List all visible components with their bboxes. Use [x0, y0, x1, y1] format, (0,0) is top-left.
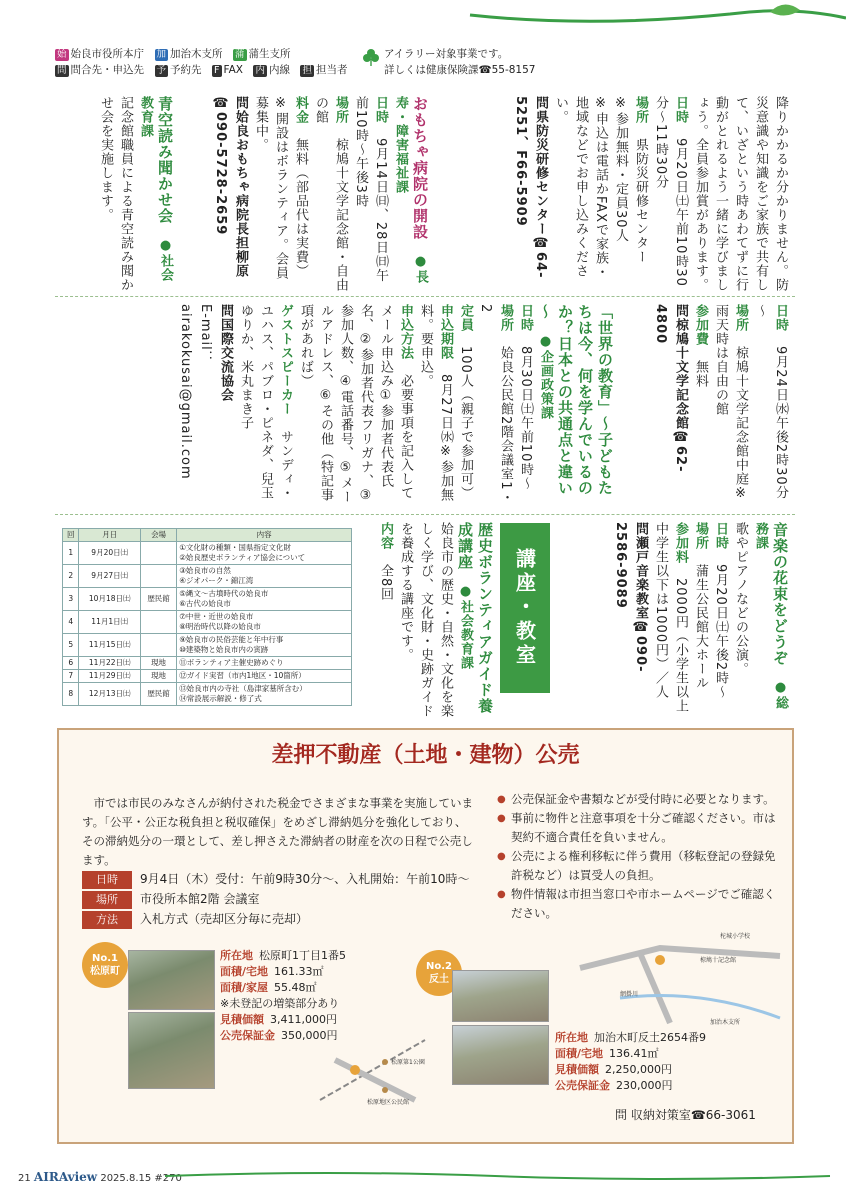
table-cell: ⑪ボランティア主催史跡めぐり: [177, 657, 352, 670]
article-title: 音楽の花束をどうぞ: [771, 522, 789, 666]
legend-key: 加: [156, 49, 167, 60]
table-cell: ⑬姶良市内の寺社（島津家墓所含む） ⑭常設展示解説・修了式: [177, 683, 352, 706]
airyline-text-1: アイラリー対象事業です。: [384, 48, 509, 60]
info-label: 見積価額: [555, 1063, 599, 1076]
place-label: 場所: [693, 522, 708, 550]
table-cell: 9月27日㈯: [79, 565, 140, 588]
property-2-photo-a: [452, 970, 549, 1022]
table-cell: 11月1日㈯: [79, 611, 140, 634]
content-label: 内容: [378, 522, 393, 550]
aozora-article: [55, 96, 175, 292]
map-label: 加治木支所: [710, 1019, 741, 1026]
info-value: 161.33㎡: [274, 965, 324, 978]
info-value: 136.41㎡: [609, 1047, 659, 1060]
info-value: 加治木町反土2654番9: [594, 1031, 706, 1044]
table-row: [63, 670, 352, 683]
museum-event: [620, 304, 790, 510]
legend-key: 始: [57, 49, 67, 60]
note: ※参加無料・定員30人: [613, 96, 628, 243]
table-cell: 10月18日㈯: [79, 588, 140, 611]
legend-text: 蒲生支所: [248, 48, 302, 60]
place-value: 県防災研修センター: [633, 138, 648, 264]
col-header: 月日: [79, 529, 140, 542]
table-cell: 8: [63, 683, 79, 706]
disaster-article: [513, 96, 790, 292]
info-value: 230,000円: [616, 1079, 673, 1092]
method-label: 申込方法: [398, 304, 413, 360]
footer-wave-decoration: [165, 1170, 830, 1182]
legend-key: 内: [255, 65, 265, 76]
info-value: 3,411,000円: [270, 1013, 337, 1026]
dept: ●社会教育課: [458, 584, 473, 670]
auction-title: 差押不動産（土地・建物）公売: [271, 743, 580, 768]
contact: 問瀬戸音楽教室☎090-2586-9089: [613, 522, 648, 673]
capacity-label: 定員: [458, 304, 473, 332]
article-title: 青空読み聞かせ会: [156, 96, 174, 224]
place-label: 場所: [733, 304, 748, 332]
table-row: [63, 588, 352, 611]
info-label: 所在地: [220, 949, 253, 962]
date-value: 8月30日㈯午前10時～: [518, 346, 533, 491]
auction-notes: [497, 790, 777, 923]
map-marker-icon: [350, 1065, 360, 1075]
auction-date-row: [82, 870, 469, 889]
table-cell: 11月15日㈯: [79, 634, 140, 657]
badge-area: 松原町: [90, 966, 120, 977]
info-label: 所在地: [555, 1031, 588, 1044]
map-label: 柁城小学校: [720, 933, 751, 940]
place-label: 場所: [633, 96, 648, 124]
note-item: ● 公売による権利移転に伴う費用（移転登記の登録免許税など）は買受人の負担。: [497, 847, 777, 885]
property-1-photo-a: [128, 950, 215, 1010]
legend-line-2: [55, 62, 365, 78]
contact: 問国際交流協会: [218, 304, 233, 402]
info-value: 松原町1丁目1番5: [259, 949, 346, 962]
note-item: ● 公売保証金や書類などが受付時に必要となります。: [497, 790, 777, 809]
article-title: おもちゃ病院の開設: [411, 96, 429, 240]
legend-line-1: [55, 46, 365, 62]
speaker-value: サンディ・ユハス、パブロ・ピネダ、兒玉ゆりか、米丸まき子: [238, 304, 293, 500]
table-row: [63, 542, 352, 565]
note-item: ● 事前に物件と注意事項を十分ご確認ください。市は契約不適合責任を負いません。: [497, 809, 777, 847]
property-1-map: [315, 1030, 435, 1110]
property-1-photo-b: [128, 1012, 215, 1089]
place-value: 椋鳩十文学記念館中庭※雨天時は自由の館: [713, 304, 748, 502]
divider: [55, 514, 795, 515]
col-header: 回: [63, 529, 79, 542]
dept: ●企画政策課: [538, 334, 553, 420]
table-cell: 3: [63, 588, 79, 611]
world-education-article: [60, 304, 615, 510]
note: ※申込は電話かFAXで家族・地域などでお申し込みください。: [553, 96, 608, 280]
table-row: [63, 634, 352, 657]
content-value: 全8回: [378, 564, 393, 602]
fee-label: 参加費: [693, 304, 708, 346]
map-label: 椋鳩十記念館: [700, 957, 737, 964]
info-note: ※未登記の増築部分あり: [220, 997, 340, 1010]
badge-number: No.2: [426, 961, 452, 972]
auction-place-row: [82, 890, 259, 909]
legend-text: 問合先・申込先: [70, 64, 155, 76]
date-value: 9月4日（木）受付：午前9時30分～、入札開始：午前10時～: [140, 872, 470, 886]
date-value: 9月24日㈬午後2時30分～: [753, 304, 788, 500]
property-2-photo-b: [452, 1025, 549, 1085]
table-cell: ⑤縄文～古墳時代の姶良市 ⑥古代の姶良市: [177, 588, 352, 611]
legend-text: 予約先: [170, 64, 213, 76]
table-cell: 歴民館: [140, 588, 176, 611]
property-badge-1: [82, 942, 128, 988]
property-2-info: [555, 1030, 775, 1094]
map-marker-icon: [655, 955, 665, 965]
note: ※開設はボランティア。会員募集中。: [253, 96, 288, 280]
table-cell: [140, 542, 176, 565]
place-label: 場所: [498, 304, 513, 332]
contact: 問県防災研修センター☎64-5251、F66-5909: [513, 96, 548, 279]
table-cell: ⑫ガイド実習（市内1地区・10箇所）: [177, 670, 352, 683]
table-cell: 11月22日㈯: [79, 657, 140, 670]
info-value: 350,000円: [281, 1029, 338, 1042]
map-label: 網掛川: [620, 991, 639, 998]
table-cell: [140, 611, 176, 634]
table-row: [63, 683, 352, 706]
article-text: 記念館職員による青空読み聞かせ会を実施します。: [98, 96, 133, 292]
article-title: 「世界の教育」～子どもたちは今、何を学んでいるのか？日本との共通点と違い～: [536, 304, 614, 496]
article-text: 歌やピアノなどの公演。: [733, 522, 748, 676]
place-label: 場所: [333, 96, 348, 124]
issue: 2025.8.15 #270: [100, 1173, 182, 1184]
date-label: 日時: [713, 522, 728, 550]
magazine-name: AIRAview: [33, 1170, 98, 1184]
table-cell: 歴民館: [140, 683, 176, 706]
schedule-table: [62, 528, 352, 706]
place-value: 椋鳩十文学記念館・自由の館: [313, 96, 348, 292]
page-number: 21: [18, 1173, 31, 1184]
note-item: ● 物件情報は市担当窓口や市ホームページでご確認ください。: [497, 885, 777, 923]
legend-key: F: [214, 65, 220, 76]
legend-key: 予: [156, 65, 167, 76]
auction-method-row: [82, 910, 308, 929]
footer: [18, 1170, 182, 1184]
table-cell: ⑨姶良市の民俗芸能と年中行事 ⑩建築物と姶良市内の寅跡: [177, 634, 352, 657]
fee-value: 無料（部品代は実費）: [293, 138, 308, 278]
info-label: 面積/家屋: [220, 981, 269, 994]
map-label: 松原第1公園: [391, 1059, 425, 1066]
fee-label: 参加料: [673, 522, 688, 564]
table-cell: 12月13日㈯: [79, 683, 140, 706]
info-label: 面積/宅地: [220, 965, 269, 978]
info-value: 2,250,000円: [605, 1063, 672, 1076]
legend-text: 内線: [268, 64, 301, 76]
date-value: 9月20日㈯午前10時30分～11時30分: [653, 96, 688, 287]
legend-text: 始良市役所本庁: [70, 48, 155, 60]
dept: ●社会教育課: [138, 96, 173, 282]
map-label: 松原地区公民館: [367, 1099, 410, 1106]
table-cell: 7: [63, 670, 79, 683]
legend-key: 問: [57, 65, 67, 76]
speaker-label: ゲストスピーカー: [278, 304, 293, 416]
legend-key: 担: [302, 65, 312, 76]
col-header: 内容: [177, 529, 352, 542]
method-value: 入札方式（売却区分毎に売却）: [140, 912, 309, 926]
fee-value: 無料: [693, 360, 708, 388]
table-cell: 現地: [140, 657, 176, 670]
table-cell: [140, 634, 176, 657]
table-cell: 11月29日㈯: [79, 670, 140, 683]
contact: 問椋鳩十文学記念館☎62-4800: [653, 304, 688, 473]
table-cell: ①文化財の種類・国県指定文化財 ②姶良歴史ボランティア協会について: [177, 542, 352, 565]
place-value: 蒲生公民館大ホール: [693, 564, 708, 690]
legend-text: 加治木支所: [170, 48, 234, 60]
contact: 問姶良おもちゃ病院長担柳原☎090-5728-2659: [213, 96, 248, 278]
table-header: [63, 529, 352, 542]
table-cell: 5: [63, 634, 79, 657]
legend-text: 担当者: [315, 64, 358, 76]
info-label: 公売保証金: [220, 1029, 275, 1042]
capacity-value: 100人（親子で参加可）: [458, 346, 473, 500]
date-label: 日時: [673, 96, 688, 124]
section-banner-kouza: 講座・教室: [500, 523, 550, 693]
table-cell: [140, 565, 176, 588]
disaster-text: 降りかかるか分かりません。防災意識や知識をご家族で共有して、いざという時あわてずに行動がとれるよう一緒に学びましょう。全員参加賞があります。: [693, 96, 788, 292]
place-tag: 場所: [82, 891, 132, 909]
date-label: 日時: [518, 304, 533, 332]
table-row: [63, 565, 352, 588]
method-tag: 方法: [82, 911, 132, 929]
badge-area: 反土: [429, 974, 449, 985]
place-value: 姶良公民館2階会議室1・2: [478, 304, 513, 505]
leaf-decoration-icon: [470, 0, 846, 30]
info-value: 55.48㎡: [274, 981, 317, 994]
table-row: [63, 611, 352, 634]
badge-number: No.1: [92, 953, 118, 964]
clover-icon: [362, 48, 380, 66]
legend-key: 蒲: [235, 49, 245, 60]
music-article: [560, 522, 790, 718]
date-label: 日時: [373, 96, 388, 124]
table-row: [63, 657, 352, 670]
auction-intro: 市では市民のみなさんが納付された税金でさまざまな事業を実施しています。「公平・公正な税負担と税収確保」をめざし滞納処分を強化しており、その滞納処分の一環として、差し押さえた滞納者の財産を次の日程で公売します。: [82, 796, 473, 867]
toy-hospital-article: [180, 96, 430, 292]
fee-label: 料金: [293, 96, 308, 124]
date-value: 9月14日㈰、28日㈰午前10時～午後3時: [353, 96, 388, 283]
table-cell: 4: [63, 611, 79, 634]
airyline-note: [384, 46, 624, 78]
info-label: 面積/宅地: [555, 1047, 604, 1060]
place-value: 市役所本館2階 会議室: [140, 892, 260, 906]
date-label: 日時: [773, 304, 788, 332]
property-2-map: [580, 928, 780, 1028]
airyline-text-2: 詳しくは健康保険課☎55-8157: [384, 64, 536, 76]
info-label: 見積価額: [220, 1013, 264, 1026]
table-cell: 6: [63, 657, 79, 670]
legend-text: FAX: [223, 64, 254, 76]
legend: [55, 46, 365, 78]
history-guide-article: [360, 522, 495, 718]
table-cell: 9月20日㈯: [79, 542, 140, 565]
info-label: 公売保証金: [555, 1079, 610, 1092]
dept: ●長寿・障害福祉課: [393, 96, 428, 284]
deadline-value: 8月27日㈬※参加無料。要申込。: [418, 304, 453, 502]
deadline-label: 申込期限: [438, 304, 453, 360]
date-tag: 日時: [82, 871, 132, 889]
date-value: 9月20日㈯午後2時～: [713, 564, 728, 700]
divider: [55, 296, 795, 297]
dept: ●総務課: [753, 522, 788, 710]
col-header: 会場: [140, 529, 176, 542]
table-cell: 2: [63, 565, 79, 588]
method-value: 必要事項を記入してメール申込み①参加者代表氏名、②参加者代表フリガナ、③参加人数、④電話番号、⑤メールアドレス、⑥その他（特記事項があれば）: [298, 304, 413, 504]
article-text: 姶良市の歴史・自然・文化を楽しく学び、文化財・史跡ガイドを養成する講座です。: [398, 522, 453, 718]
table-cell: 1: [63, 542, 79, 565]
auction-contact: 問 収納対策室☎66-3061: [615, 1108, 756, 1122]
table-cell: ⑦中世・近世の姶良市 ⑧明治時代以降の姶良市: [177, 611, 352, 634]
fee-value: 2000円（小学生以上中学生以下は1000円）／人: [653, 522, 688, 714]
table-cell: ③姶良市の自然 ④ジオパーク・錦江湾: [177, 565, 352, 588]
article-title: 歴史ボランティアガイド養成講座: [456, 522, 494, 714]
table-cell: 現地: [140, 670, 176, 683]
email[interactable]: E-mail：airakokusai@gmail.com: [178, 304, 213, 480]
